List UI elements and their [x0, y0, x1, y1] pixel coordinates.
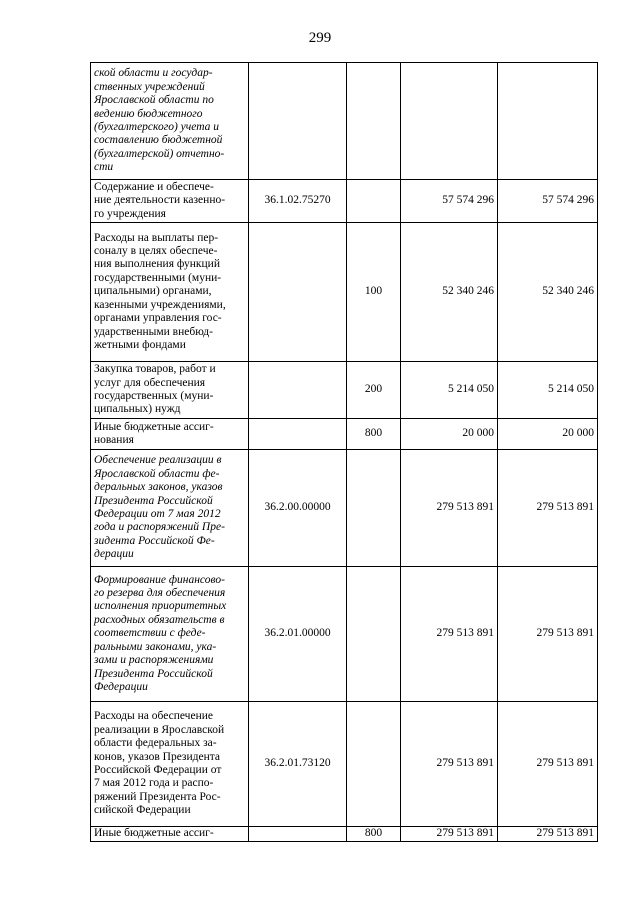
- table-row: [91, 702, 598, 827]
- row-code-cell: [249, 223, 347, 362]
- row-name-cell: Закупка товаров, работ и услуг для обеспечения государственных (муни- ципальных) нужд: [91, 362, 249, 419]
- row-amount-1-cell: [401, 63, 498, 180]
- table-row: [91, 180, 598, 223]
- row-expense-type-cell: 200: [347, 362, 401, 419]
- row-expense-type-cell: 800: [347, 827, 401, 842]
- row-amount-2-cell: 52 340 246: [498, 223, 598, 362]
- row-expense-type-cell: [347, 702, 401, 827]
- row-code-cell: 36.2.01.00000: [249, 567, 347, 702]
- row-amount-1-cell: 279 513 891: [401, 827, 498, 842]
- row-amount-2-cell: 57 574 296: [498, 180, 598, 223]
- row-name-cell: ской области и государ- ственных учреждений Ярославской области по ведению бюджетного (бухгалтерского) учета и составлению бюджетной (бухгалтерской) отчетно- сти: [91, 63, 249, 180]
- row-name-cell: Расходы на выплаты пер- соналу в целях обеспече- ния выполнения функций государственными (муни- ципальными) органами, казенными учреждениями, органами управления гос- ударственными внебюд- жетными фондами: [91, 223, 249, 362]
- row-code-cell: [249, 63, 347, 180]
- row-code-cell: 36.1.02.75270: [249, 180, 347, 223]
- budget-table-body: [91, 63, 598, 842]
- table-row: [91, 419, 598, 450]
- table-row: [91, 567, 598, 702]
- row-expense-type-cell: 800: [347, 419, 401, 450]
- row-amount-1-cell: 279 513 891: [401, 450, 498, 567]
- row-amount-1-cell: 20 000: [401, 419, 498, 450]
- table-row: [91, 63, 598, 180]
- row-name-cell: Формирование финансово- го резерва для обеспечения исполнения приоритетных расходных обязательств в соответствии с феде- ральными законами, ука- зами и распоряжениями Президента Российской Федерации: [91, 567, 249, 702]
- row-amount-1-cell: 57 574 296: [401, 180, 498, 223]
- page-number: 299: [308, 30, 332, 46]
- row-code-cell: [249, 362, 347, 419]
- row-amount-1-cell: 52 340 246: [401, 223, 498, 362]
- row-amount-1-cell: 279 513 891: [401, 702, 498, 827]
- row-name-cell: Расходы на обеспечение реализации в Ярославской области федеральных за- конов, указов Президента Российской Федерации от 7 мая 2012 года и распо- ряжений Президента Рос- сийской Федерации: [91, 702, 249, 827]
- row-name-cell: Иные бюджетные ассиг- нования: [91, 419, 249, 450]
- row-amount-1-cell: 279 513 891: [401, 567, 498, 702]
- row-expense-type-cell: 100: [347, 223, 401, 362]
- row-amount-1-cell: 5 214 050: [401, 362, 498, 419]
- row-expense-type-cell: [347, 180, 401, 223]
- row-expense-type-cell: [347, 567, 401, 702]
- row-name-cell: Иные бюджетные ассиг-: [91, 827, 249, 842]
- budget-table: [90, 62, 598, 842]
- row-amount-2-cell: 279 513 891: [498, 450, 598, 567]
- table-row: [91, 450, 598, 567]
- row-code-cell: 36.2.01.73120: [249, 702, 347, 827]
- row-expense-type-cell: [347, 63, 401, 180]
- row-amount-2-cell: 279 513 891: [498, 567, 598, 702]
- table-row: [91, 223, 598, 362]
- row-amount-2-cell: 279 513 891: [498, 702, 598, 827]
- row-code-cell: [249, 827, 347, 842]
- table-row: [91, 827, 598, 842]
- row-name-cell: Содержание и обеспече- ние деятельности казенно- го учреждения: [91, 180, 249, 223]
- row-code-cell: [249, 419, 347, 450]
- row-amount-2-cell: 279 513 891: [498, 827, 598, 842]
- row-name-cell: Обеспечение реализации в Ярославской области фе- деральных законов, указов Президента Российской Федерации от 7 мая 2012 года и распоряжений Пре- зидента Российской Фе- дерации: [91, 450, 249, 567]
- row-expense-type-cell: [347, 450, 401, 567]
- row-code-cell: 36.2.00.00000: [249, 450, 347, 567]
- row-amount-2-cell: 20 000: [498, 419, 598, 450]
- table-row: [91, 362, 598, 419]
- row-amount-2-cell: 5 214 050: [498, 362, 598, 419]
- row-amount-2-cell: [498, 63, 598, 180]
